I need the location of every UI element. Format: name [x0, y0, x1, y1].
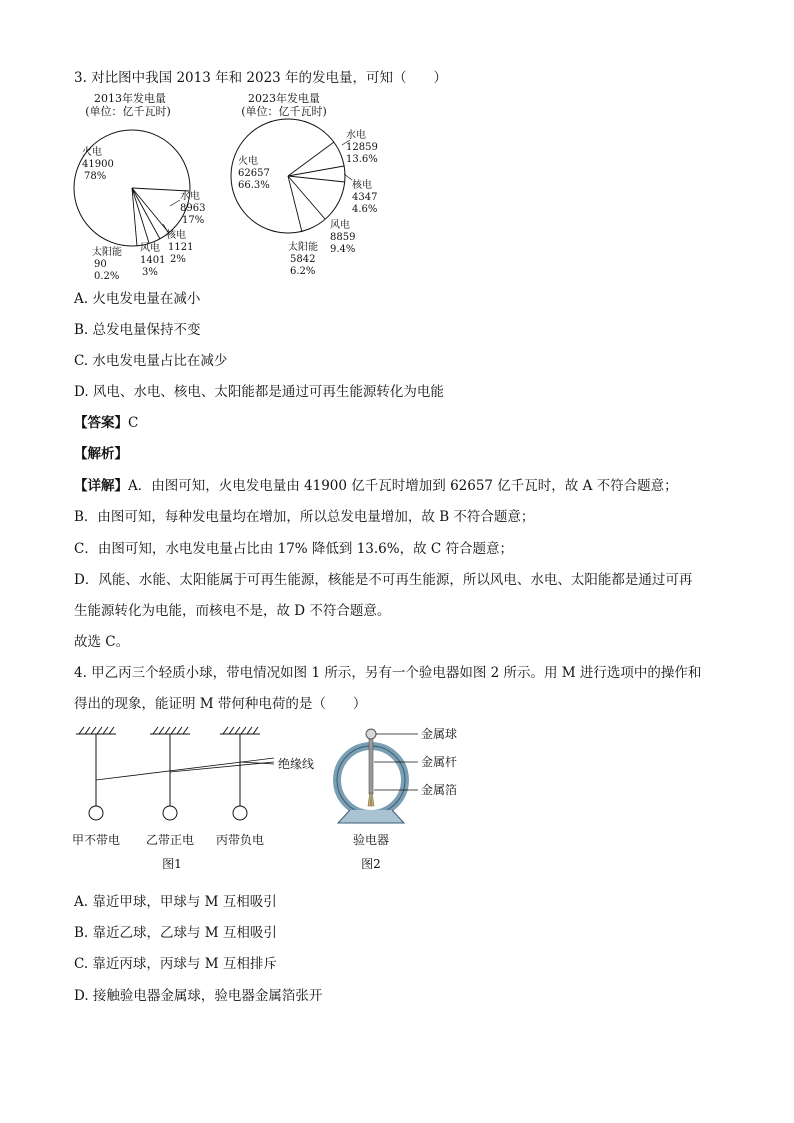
metal-rod: [369, 739, 373, 794]
q4-figure1: [66, 722, 336, 878]
pie2023-pct: 6.2%: [290, 266, 316, 277]
ball-yi: [163, 806, 177, 820]
q3-question: 3. 对比图中我国 2013 年和 2023 年的发电量，可知（ ）: [74, 70, 448, 86]
pie2013-pct: 17%: [182, 215, 205, 226]
pie2013-label: 太阳能: [92, 247, 122, 258]
metal-foil-label: 金属箔: [421, 783, 458, 797]
q4-figure2: [328, 722, 478, 878]
ball-jia-label: 甲不带电: [71, 833, 121, 847]
ball-jia: [89, 806, 103, 820]
detail-line-d: D．风能、水能、太阳能属于可再生能源，核能是不可再生能源，所以风电、水电、太阳能都是通过可再: [74, 572, 693, 588]
pie2023-label: 风电: [330, 220, 350, 231]
pie2013-value: 1401: [140, 255, 166, 266]
ceiling-hatch: [76, 727, 260, 734]
pie2023-value: 5842: [290, 254, 316, 265]
metal-ball: [366, 729, 376, 739]
pie2013-value: 41900: [82, 159, 114, 170]
pie2013-label: 风电: [140, 243, 160, 254]
pie2023-label: 火电: [238, 156, 258, 167]
answer-value: C: [128, 415, 139, 431]
pie2023-pct: 13.6%: [346, 154, 378, 165]
pie2023-pct: 9.4%: [330, 244, 356, 255]
electroscope-name: 验电器: [352, 833, 390, 847]
insulator-label: 绝缘线: [278, 757, 315, 771]
ball-yi-label: 乙带正电: [145, 833, 195, 847]
pie2023-value: 8859: [330, 232, 356, 243]
pie2013-value: 90: [94, 259, 107, 270]
pie2023-title: 2023年发电量: [248, 92, 320, 105]
pie2013-pct: 2%: [170, 254, 186, 265]
pie-charts-svg: [62, 88, 392, 280]
pie2013-pct: 0.2%: [94, 271, 120, 280]
q3-option-c: C. 水电发电量占比在减少: [74, 353, 228, 369]
detail-line-c: C．由图可知，水电发电量占比由 17% 降低到 13.6%，故 C 符合题意；: [74, 541, 514, 557]
pie2023-slice-edge: [288, 142, 334, 176]
q3-option-b: B. 总发电量保持不变: [74, 322, 201, 338]
q4-question-line2: 得出的现象，能证明 M 带何种电荷的是（ ）: [74, 696, 367, 712]
pie2023-pct: 4.6%: [352, 204, 378, 215]
answer-line: [74, 411, 138, 431]
detail-line-a: [74, 474, 678, 494]
pie2013-label: 火电: [82, 147, 102, 158]
analysis-label: 【解析】: [74, 446, 128, 462]
fig1-svg: [66, 722, 336, 878]
metal-ball-label: 金属球: [421, 727, 458, 741]
detail-text-a: A．由图可知，火电发电量由 41900 亿千瓦时增加到 62657 亿千瓦时，故 A 不符合题意；: [128, 478, 678, 494]
answer-label: 【答案】: [74, 415, 128, 431]
q4-option-c: C. 靠近丙球，丙球与 M 互相排斥: [74, 956, 277, 972]
ball-bing-label: 丙带负电: [215, 833, 265, 847]
pie2023-value: 4347: [352, 192, 378, 203]
q3-option-d: D. 风电、水电、核电、太阳能都是通过可再生能源转化为电能: [74, 384, 444, 400]
electroscope-base: [338, 810, 404, 823]
pie2023-unit: (单位：亿千瓦时): [241, 105, 327, 118]
pie2013-pct: 78%: [84, 171, 107, 182]
detail-label: 【详解】: [74, 478, 128, 494]
pie2013-pct: 3%: [142, 267, 158, 278]
fig2-svg: [328, 722, 478, 878]
detail-line-b: B．由图可知，每种发电量均在增加，所以总发电量增加，故 B 不符合题意；: [74, 509, 535, 525]
pie2013-value: 1121: [168, 242, 194, 253]
detail-line-d2: 生能源转化为电能，而核电不是，故 D 不符合题意。: [74, 603, 391, 619]
pie2023-slice-edge: [288, 166, 344, 176]
pie2023-value: 62657: [238, 168, 270, 179]
pie2013-label: 水电: [180, 191, 200, 202]
pie2023-value: 12859: [346, 142, 378, 153]
ball-bing: [233, 806, 247, 820]
q3-pie-charts: [62, 88, 392, 280]
q4-option-a: A. 靠近甲球，甲球与 M 互相吸引: [74, 894, 277, 910]
pie2023-label: 水电: [346, 130, 366, 141]
q4-option-d: D. 接触验电器金属球，验电器金属箔张开: [74, 988, 323, 1004]
pie2013-value: 8963: [180, 203, 206, 214]
pie2013-label: 核电: [166, 230, 186, 241]
pie2023-slice-edge: [288, 176, 345, 182]
pie2013-title: 2013年发电量: [94, 92, 166, 105]
fig2-caption: 图2: [361, 857, 381, 871]
metal-rod-label: 金属杆: [421, 755, 458, 769]
fig1-caption: 图1: [162, 857, 182, 871]
pie2013-leader: [170, 200, 180, 206]
insulator-leaders: [96, 758, 274, 780]
detail-conclusion: 故选 C。: [74, 634, 130, 650]
pie2013-slice-edge: [132, 188, 169, 233]
q4-question-line1: 4. 甲乙丙三个轻质小球，带电情况如图 1 所示，另有一个验电器如图 2 所示。用 M 进行选项中的操作和: [74, 665, 702, 681]
q4-option-b: B. 靠近乙球，乙球与 M 互相吸引: [74, 925, 277, 941]
pie2023-pct: 66.3%: [238, 180, 270, 191]
q3-option-a: A. 火电发电量在减小: [74, 291, 201, 307]
pie2013-slice-edge: [132, 188, 160, 239]
pie2023-label: 核电: [352, 180, 372, 191]
pie2013-unit: (单位：亿千瓦时): [85, 105, 171, 118]
pie2023-label: 太阳能: [288, 242, 318, 253]
